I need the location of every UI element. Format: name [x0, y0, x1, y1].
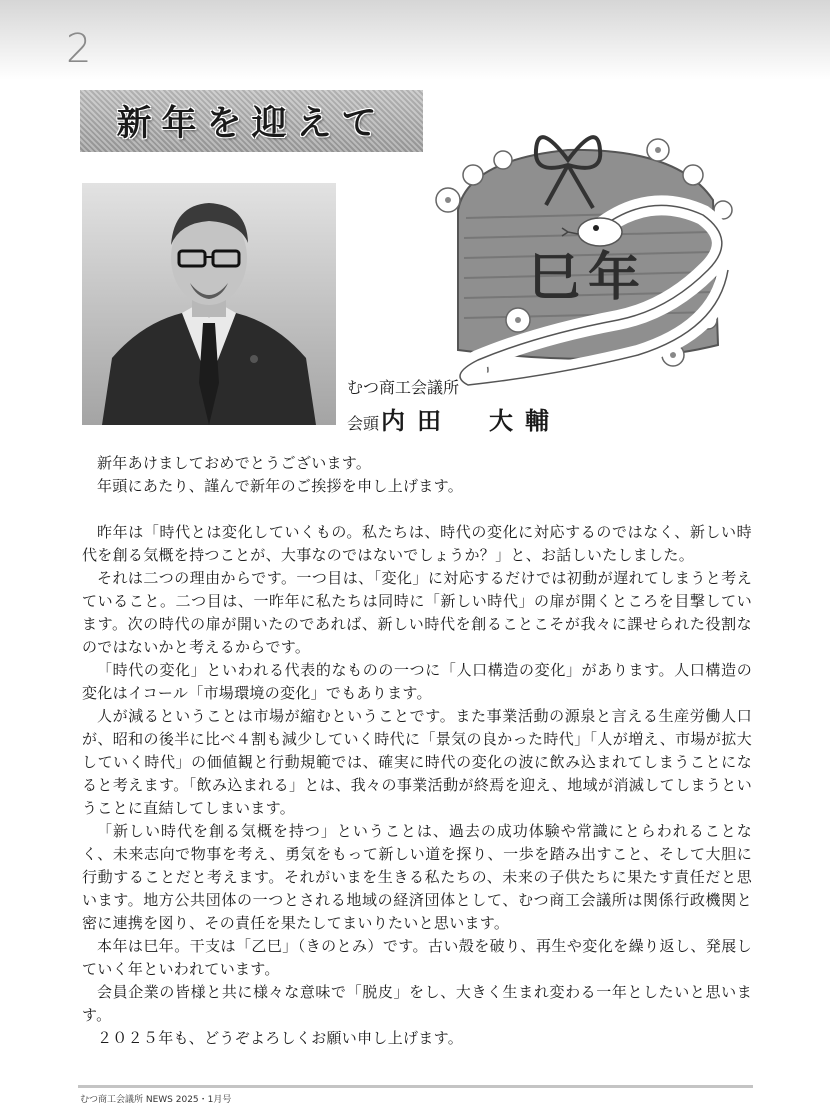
footer-divider — [78, 1085, 753, 1088]
author-role: 会頭 — [347, 414, 380, 433]
body-paragraph: 会員企業の皆様と共に様々な意味で「脱皮」をし、大きく生まれ変わる一年としたいと思います。 — [82, 983, 752, 1024]
author-organization: むつ商工会議所 — [347, 378, 460, 397]
author-name-line — [347, 401, 561, 436]
body-paragraph: 「新しい時代を創る気概を持つ」ということは、過去の成功体験や常識にとらわれることなく、未来志向で物事を考え、勇気をもって新しい道を探り、一歩を踏み出すこと、そして大胆に行動することだと考えます。それがいまを生きる私たちの、未来の子供たちに果たす責任だと思います。地方公共団体の一つとされる地域の経済団体として、むつ商工会議所は関係行政機関と密に連携を図り、その責任を果たしてまいりたいと思います。 — [82, 822, 752, 932]
author-name: 内田 大輔 — [381, 406, 562, 435]
greeting-article — [82, 452, 752, 1050]
greeting-line: 新年あけましておめでとうございます。 — [97, 454, 372, 472]
person-portrait-icon — [82, 183, 336, 425]
body-paragraph: 本年は巳年。干支は「乙巳」（きのとみ）です。古い殻を破り、再生や変化を繰り返し、発展していく年といわれています。 — [82, 937, 752, 978]
page-title: 新年を迎えて — [116, 103, 387, 144]
title-banner — [80, 90, 423, 152]
footer-publication: むつ商工会議所 NEWS 2025・1月号 — [80, 1095, 232, 1105]
body-paragraph: それは二つの理由からです。一つ目は、「変化」に対応するだけでは初動が遅れてしまうと考えていること。二つ目は、一昨年に私たちは同時に「新しい時代」の扉が開くところを目撃しています。次の時代の扉が開いたのであれば、新しい時代を創ることこそが我々に課せられた役割なのではないかと考えるからです。 — [82, 569, 752, 656]
snake-ema-plaque-icon — [418, 120, 738, 390]
closing-line: ２０２５年も、どうぞよろしくお願い申し上げます。 — [97, 1029, 464, 1047]
body-paragraph: 「時代の変化」といわれる代表的なものの一つに「人口構造の変化」があります。人口構造の変化はイコール「市場環境の変化」でもあります。 — [82, 661, 752, 702]
body-paragraph: 人が減るということは市場が縮むということです。また事業活動の源泉と言える生産労働人口が、昭和の後半に比べ４割も減少していく時代に「景気の良かった時代」「人が増え、市場が拡大していく時代」の価値観と行動規範では、確実に時代の変化の波に飲み込まれてしまうことになると考えます。「飲み込まれる」とは、我々の事業活動が終焉を迎え、地域が消滅してしまうということに直結してしまいます。 — [82, 707, 752, 817]
greeting-line: 年頭にあたり、謹んで新年のご挨拶を申し上げます。 — [97, 477, 464, 495]
snake-ema-illustration — [418, 120, 738, 390]
portrait-photo — [82, 183, 336, 425]
body-paragraph: 昨年は「時代とは変化していくもの。私たちは、時代の変化に対応するのではなく、新しい時代を創る気概を持つことが、大事なのではないでしょうか？」と、お話しいたしました。 — [82, 523, 752, 564]
plaque-label: 巳年 — [527, 247, 649, 308]
header-band — [0, 0, 830, 80]
page-number: 2 — [66, 26, 92, 72]
